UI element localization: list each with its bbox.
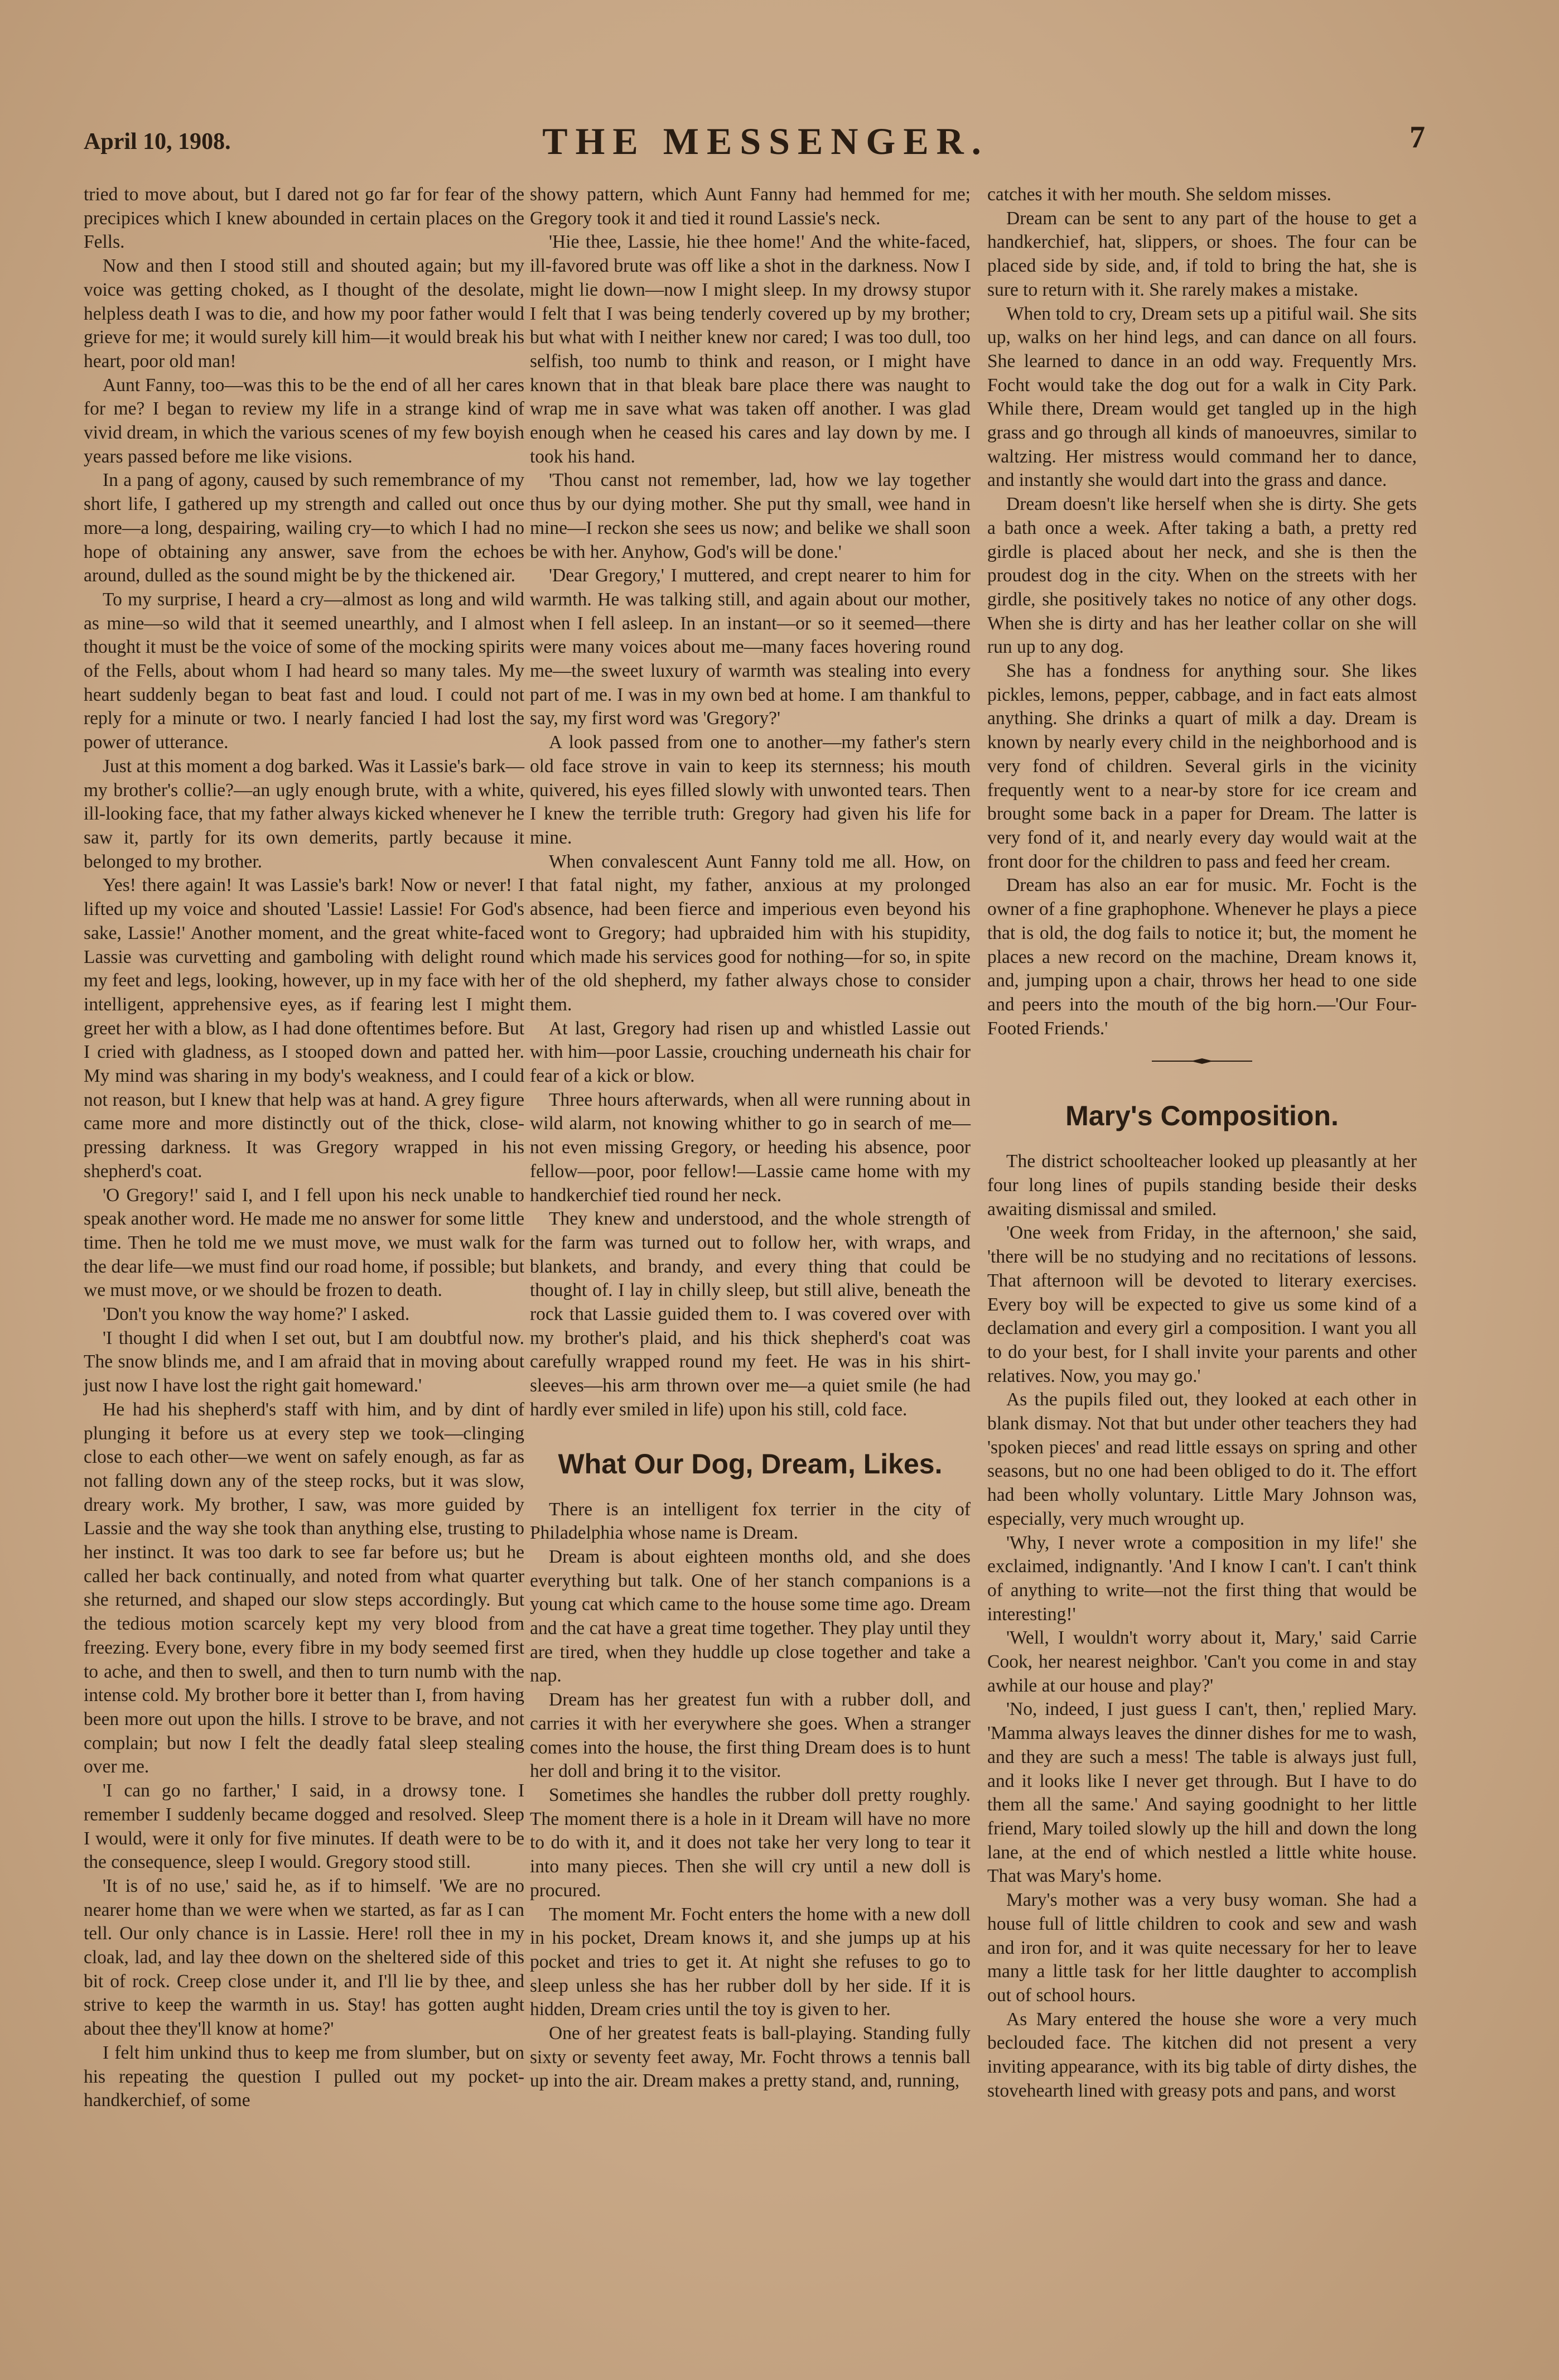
paragraph: tried to move about, but I dared not go far for fear of the precipices which I knew abounded in certain places on the Fells. [84,184,524,253]
paragraph: catches it with her mouth. She seldom misses. [987,184,1331,205]
paragraph: A look passed from one to another—my father's stern old face strove in vain to keep its sternness; his mouth quivered, his eyes filled slowly with unwonted tears. Then I knew the terrible truth: Gregory had given his life for mine. [530,732,971,848]
paragraph: 'Dear Gregory,' I muttered, and crept nearer to him for warmth. He was talking still, and again about our mother, when I fell asleep. In an instant—or so it seemed—there were many voices about me—many faces hovering round me—the sweet luxury of warmth was stealing into every part of me. I was in my own bed at home. I am thankful to say, my first word was 'Gregory?' [530,565,971,729]
paragraph: Sometimes she handles the rubber doll pretty roughly. The moment there is a hole in it Dream will have no more to do with it, and it does not take her very long to tear it into many pieces. Then she will cry until a new doll is procured. [530,1785,971,1901]
paragraph: One of her greatest feats is ball-playing. Standing fully sixty or seventy feet away, Mr. Focht throws a tennis ball up into the air. Dream makes a pretty stand, and, running, [530,2023,971,2092]
paragraph: Dream has also an ear for music. Mr. Focht is the owner of a fine graphophone. Whenever he plays a piece that is old, the dog fails to notice it; but, the moment he places a new record on the machine, Dream knows it, and, jumping upon a chair, throws her head to one side and peers into the mouth of the big horn.—'Our Four-Footed Friends.' [987,875,1417,1039]
paragraph: As the pupils filed out, they looked at each other in blank dismay. Not that but under other teachers they had 'spoken pieces' and read little essays on spring and other seasons, but no one had been obliged to do it. The effort had been wholly voluntary. Little Mary Johnson was, especially, very much wrought up. [987,1389,1417,1529]
column-2 [530,183,971,2093]
paragraph: Now and then I stood still and shouted again; but my voice was getting choked, as I thought of the desolate, helpless death I was to die, and how my poor father would grieve for me; it would surely kill him—it would break his heart, poor old man! [84,256,524,372]
paragraph: 'One week from Friday, in the afternoon,' she said, 'there will be no studying and no recitations of lessons. That afternoon will be devoted to literary exercises. Every boy will be expected to give us some kind of a declamation and every girl a composition. I want you all to do your best, for I shall invite your parents and other relatives. Now, you may go.' [987,1222,1417,1386]
paragraph: When told to cry, Dream sets up a pitiful wail. She sits up, walks on her hind legs, and can dance on all fours. She learned to dance in an odd way. Frequently Mrs. Focht would take the dog out for a walk in City Park. While there, Dream would get tangled up in the high grass and go through all kinds of manoeuvres, similar to waltzing. Her mistress would command her to dance, and instantly she would dart into the grass and dance. [987,303,1417,491]
paragraph: He had his shepherd's staff with him, and by dint of plunging it before us at every step we took—clinging close to each other—we went on safely enough, as far as not falling down any of the steep rocks, but it was slow, dreary work. My brother, I saw, was more guided by Lassie and the way she took than anything else, trusting to her instinct. It was too dark to see far before us; but he called her back continually, and noted from what quarter she returned, and shaped our slow steps accordingly. But the tedious motion scarcely kept my very blood from freezing. Every bone, every fibre in my body seemed first to ache, and then to swell, and then to turn numb with the intense cold. My brother bore it better than I, from having been more out upon the hills. I strove to be brave, and not complain; but now I felt the deadly fatal sleep stealing over me. [84,1399,524,1777]
page-number: 7 [1410,120,1425,155]
paragraph: Three hours afterwards, when all were running about in wild alarm, not knowing whither to go in search of me—not even missing Gregory, or heeding his absence, poor fellow—poor, poor fellow!—Lassie came home with my handkerchief tied round her neck. [530,1089,971,1206]
paragraph: The moment Mr. Focht enters the home with a new doll in his pocket, Dream knows it, and she jumps up at his pocket and tries to get it. At night she refuses to go to sleep unless she has her rubber doll by her side. If it is hidden, Dream cries until the toy is given to her. [530,1904,971,2020]
paragraph: 'Well, I wouldn't worry about it, Mary,' said Carrie Cook, her nearest neighbor. 'Can't you come in and stay awhile at our house and play?' [987,1627,1417,1696]
paragraph: In a pang of agony, caused by such remembrance of my short life, I gathered up my strength and called out once more—a long, despairing, wailing cry—to which I had no hope of obtaining any answer, save from the echoes around, dulled as the sound might be by the thickened air. [84,470,524,586]
paragraph: Aunt Fanny, too—was this to be the end of all her cares for me? I began to review my life in a strange kind of vivid dream, in which the various scenes of my few boyish years passed before me like visions. [84,374,524,467]
paragraph: Dream has her greatest fun with a rubber doll, and carries it with her everywhere she goes. When a stranger comes into the house, the first thing Dream does is to hunt her doll and bring it to the visitor. [530,1689,971,1782]
paragraph: Just at this moment a dog barked. Was it Lassie's bark—my brother's collie?—an ugly enough brute, with a white, ill-looking face, that my father always kicked whenever he saw it, partly for its own demerits, partly because it belonged to my brother. [84,755,524,872]
article-title: What Our Dog, Dream, Likes. [558,1448,943,1480]
paragraph: Mary's mother was a very busy woman. She had a house full of little children to cook and sew and wash and iron for, and it was quite necessary for her to leave many a little task for her little daughter to accomplish out of school hours. [987,1890,1417,2006]
paragraph: 'Don't you know the way home?' I asked. [103,1304,410,1325]
paragraph: They knew and understood, and the whole strength of the farm was turned out to follow her, with wraps, and blankets, and brandy, and every thing that could be thought of. I lay in chilly sleep, but still alive, beneath the rock that Lassie guided them to. I was covered over with my brother's plaid, and his thick shepherd's coat was carefully wrapped round my feet. He was in his shirt-sleeves—his arm thrown over me—a quiet smile (he had hardly ever smiled in life) upon his still, cold face. [530,1208,971,1420]
paragraph: 'No, indeed, I just guess I can't, then,' replied Mary. 'Mamma always leaves the dinner dishes for me to wash, and they are such a mess! The table is always just full, and it looks like I never get through. But I have to do them all the same.' And saying goodnight to her little friend, Mary toiled slowly up the hill and down the long lane, at the end of which nestled a little white house. That was Mary's home. [987,1699,1417,1887]
paragraph: Dream doesn't like herself when she is dirty. She gets a bath once a week. After taking a bath, a pretty red girdle is placed about her neck, and she is then the proudest dog in the city. When on the streets with her girdle, she positively takes no notice of any other dogs. When she is dirty and has her leather collar on she will run up to any dog. [987,494,1417,658]
paragraph: The district schoolteacher looked up pleasantly at her four long lines of pupils standing beside their desks awaiting dismissal and smiled. [987,1151,1417,1220]
paragraph: 'Hie thee, Lassie, hie thee home!' And the white-faced, ill-favored brute was off like a shot in the darkness. Now I might lie down—now I might sleep. In my drowsy stupor I felt that I was being tenderly covered up by my brother; but what with I neither knew nor cared; I was too dull, too selfish, too numb to think and reason, or I might have known that in that bleak bare place there was naught to wrap me in save what was taken off another. I was glad enough when he ceased his cares and lay down by me. I took his hand. [530,232,971,467]
paragraph: 'O Gregory!' said I, and I fell upon his neck unable to speak another word. He made me no answer for some little time. Then he told me we must move, we must walk for the dear life—we must find our road home, if possible; but we must move, or we should be frozen to death. [84,1184,524,1301]
paragraph: She has a fondness for anything sour. She likes pickles, lemons, pepper, cabbage, and in fact eats almost anything. She drinks a quart of milk a day. Dream is known by nearly every child in the neighborhood and is very fond of children. Several girls in the vicinity frequently went to a near-by store for ice cream and brought some back in a paper for Dream. The latter is very fond of it, and nearly every day would wait at the front door for the children to pass and feed her cream. [987,661,1417,872]
issue-date: April 10, 1908. [84,129,231,155]
article-title: Mary's Composition. [1065,1100,1339,1132]
page-header [84,112,1447,179]
paragraph: showy pattern, which Aunt Fanny had hemmed for me; Gregory took it and tied it round Lassie's neck. [530,184,971,229]
paragraph: To my surprise, I heard a cry—almost as long and wild as mine—so wild that it seemed unearthly, and I almost thought it must be the voice of some of the mocking spirits of the Fells, about whom I had heard so many tales. My heart suddenly began to beat fast and loud. I could not reply for a minute or two. I nearly fancied I had lost the power of utterance. [84,589,524,753]
paragraph: As Mary entered the house she wore a very much beclouded face. The kitchen did not present a very inviting appearance, with its big table of dirty dishes, the stovehearth lined with greasy pots and pans, and worst [987,2008,1417,2101]
column-1 [84,183,524,2113]
paragraph: At last, Gregory had risen up and whistled Lassie out with him—poor Lassie, crouching underneath his chair for fear of a kick or blow. [530,1018,971,1087]
paragraph: 'It is of no use,' said he, as if to himself. 'We are no nearer home than we were when we started, as far as I can tell. Our only chance is in Lassie. Here! roll thee in my cloak, lad, and lay thee down on the sheltered side of this bit of rock. Creep close under it, and I'll lie by thee, and strive to keep the warmth in us. Stay! has gotten aught about thee they'll know at home?' [84,1875,524,2040]
section-divider [1152,1057,1252,1065]
paragraph: There is an intelligent fox terrier in the city of Philadelphia whose name is Dream. [530,1499,971,1544]
paragraph: 'I thought I did when I set out, but I am doubtful now. The snow blinds me, and I am afraid that in moving about just now I have lost the right gait homeward.' [84,1327,524,1396]
masthead-title: THE MESSENGER. [542,120,989,162]
paragraph: I felt him unkind thus to keep me from slumber, but on his repeating the question I pulled out my pocket-handkerchief, of some [84,2042,524,2111]
paragraph: 'I can go no farther,' I said, in a drowsy tone. I remember I suddenly became dogged and resolved. Sleep I would, were it only for five minutes. If death were to be the consequence, sleep I would. Gregory stood still. [84,1780,524,1873]
paragraph: 'Why, I never wrote a composition in my life!' she exclaimed, indignantly. 'And I know I can't. I can't think of anything to write—not the first thing that would be interesting!' [987,1532,1417,1625]
column-3 [987,183,1417,2103]
paragraph: Yes! there again! It was Lassie's bark! Now or never! I lifted up my voice and shouted 'Lassie! Lassie! For God's sake, Lassie!' Another moment, and the great white-faced Lassie was curvetting and gamboling with delight round my feet and legs, looking, however, up in my face with her intelligent, apprehensive eyes, as if fearing lest I might greet her with a blow, as I had done oftentimes before. But I cried with gladness, as I stooped down and patted her. My mind was sharing in my body's weakness, and I could not reason, but I knew that help was at hand. A grey figure came more and more distinctly out of the thick, close-pressing darkness. It was Gregory wrapped in his shepherd's coat. [84,875,524,1182]
paragraph: Dream is about eighteen months old, and she does everything but talk. One of her stanch companions is a young cat which came to the house some time ago. Dream and the cat have a great time together. They play until they are tired, when they huddle up close together and take a nap. [530,1546,971,1687]
paragraph: Dream can be sent to any part of the house to get a handkerchief, hat, slippers, or shoes. The four can be placed side by side, and, if told to bring the hat, she is sure to return with it. She rarely makes a mistake. [987,208,1417,300]
paragraph: When convalescent Aunt Fanny told me all. How, on that fatal night, my father, anxious at my prolonged absence, had been fierce and imperious even beyond his wont to Gregory; had upbraided him with his stupidity, which made his services good for nothing—for so, in spite of the old shepherd, my father always chose to consider them. [530,851,971,1015]
paragraph: 'Thou canst not remember, lad, how we lay together thus by our dying mother. She put thy small, wee hand in mine—I reckon she sees us now; and belike we shall soon be with her. Anyhow, God's will be done.' [530,470,971,562]
